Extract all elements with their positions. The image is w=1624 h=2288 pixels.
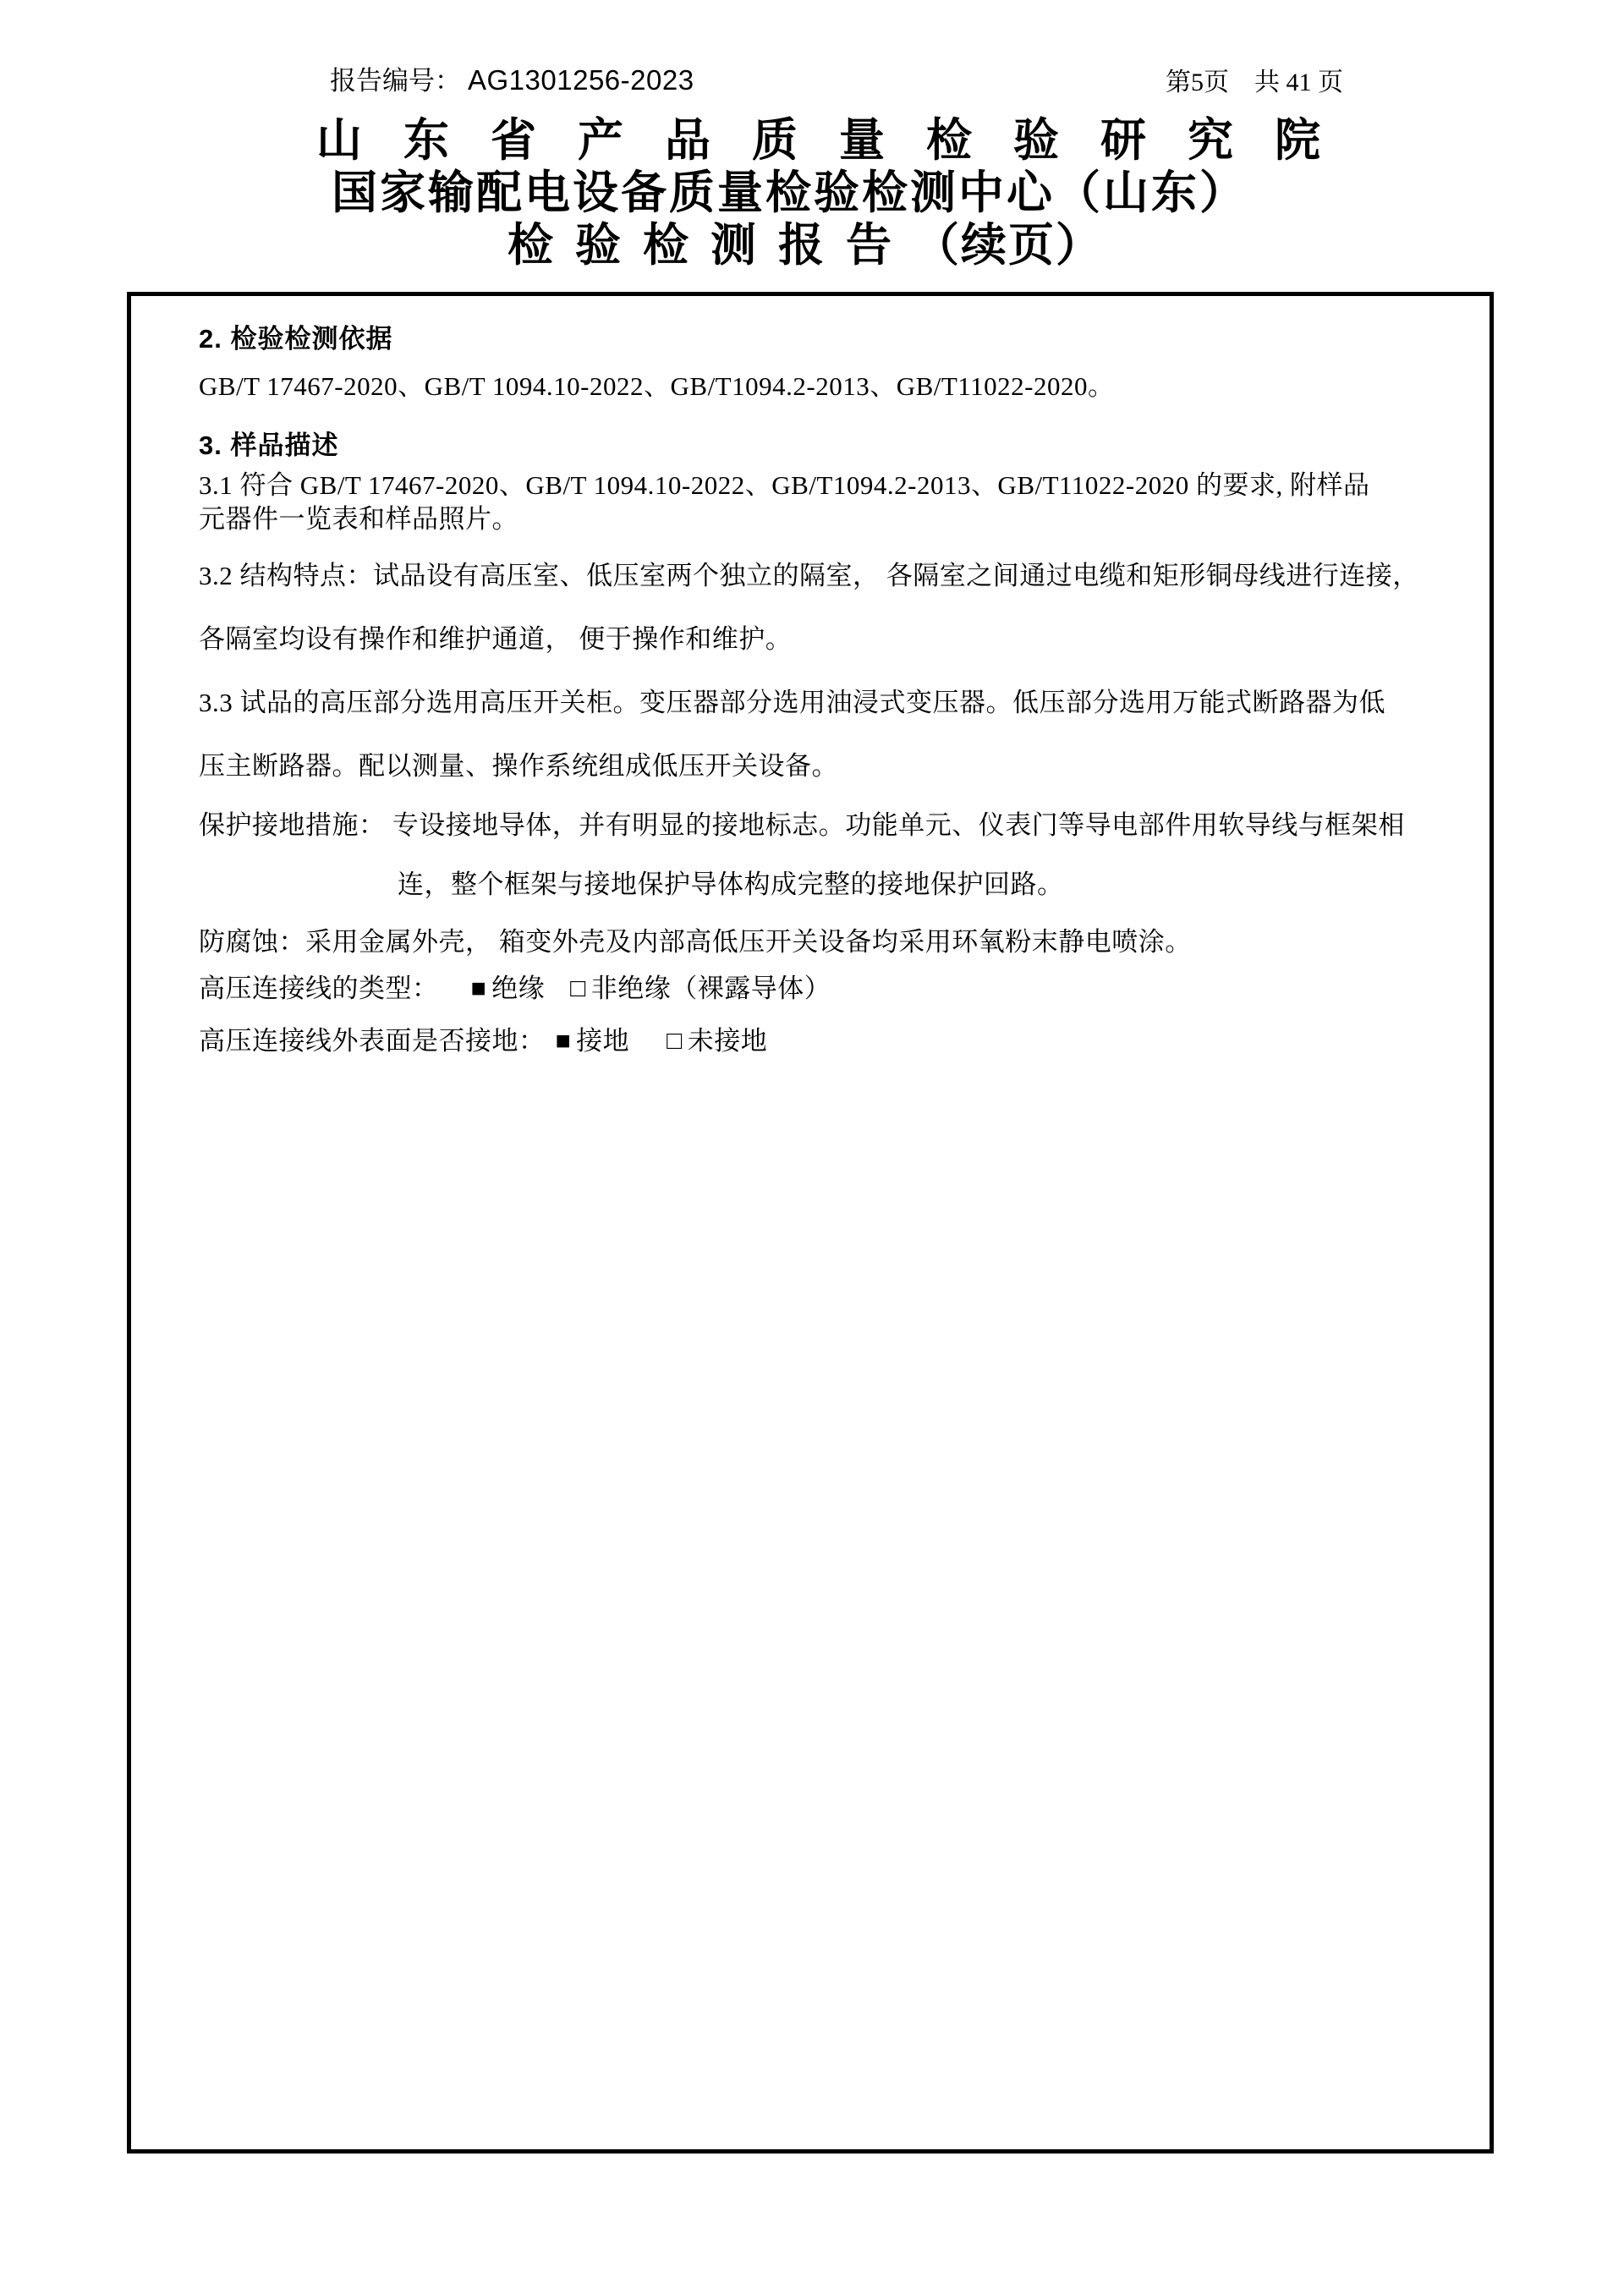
checkbox-checked-icon: ■ — [470, 974, 487, 1002]
report-number-value: AG1301256-2023 — [468, 64, 694, 96]
clause-3-1-line-1: 3.1 符合 GB/T 17467-2020、GB/T 1094.10-2022、GB/T1094.2-2013、GB/T11022-2020 的要求, 附样品 — [199, 470, 1370, 500]
clause-3-1-line-2: 元器件一览表和样品照片。 — [199, 504, 518, 534]
anticorrosion-line: 防腐蚀：采用金属外壳， 箱变外壳及内部高低压开关设备均采用环氧粉末静电喷涂。 — [199, 927, 1192, 957]
hv-connection-type-row — [199, 973, 831, 1006]
hv-type-option-noninsulated: 非绝缘（裸露导体） — [590, 974, 831, 1003]
hv-connection-type-label: 高压连接线的类型： — [199, 974, 439, 1003]
report-number — [330, 59, 694, 97]
center-title: 国家输配电设备质量检验检测中心（山东） — [332, 167, 1248, 218]
report-title-main: 检验检测报告 — [508, 220, 914, 271]
protective-earthing-line-1: 保护接地措施： 专设接地导体，并有明显的接地标志。功能单元、仪表门等导电部件用软导线与框架相 — [199, 810, 1405, 840]
checkbox-unchecked-icon: □ — [667, 1027, 683, 1055]
section-3-heading: 3. 样品描述 — [199, 431, 339, 460]
org-title: 山东省产品质量检验研究院 — [316, 115, 1362, 166]
page-indicator: 第5页 共 41 页 — [1166, 69, 1343, 96]
report-title-suffix: （续页） — [914, 220, 1103, 271]
report-title — [508, 222, 1103, 269]
report-body-box — [127, 292, 1494, 2154]
hv-ground-option-earthed: 接地 — [576, 1026, 630, 1056]
clause-3-3-line-1: 3.3 试品的高压部分选用高压开关柜。变压器部分选用油浸式变压器。低压部分选用万能式断路器为低 — [199, 688, 1385, 717]
hv-ground-option-unearthed: 未接地 — [687, 1026, 768, 1056]
hv-type-option-insulated: 绝缘 — [491, 974, 546, 1003]
section-2-heading: 2. 检验检测依据 — [199, 324, 393, 354]
checkbox-checked-icon: ■ — [555, 1027, 572, 1055]
section-2-standards: GB/T 17467-2020、GB/T 1094.10-2022、GB/T1094.2-2013、GB/T11022-2020。 — [199, 371, 1115, 401]
report-number-label: 报告编号： — [330, 66, 461, 96]
hv-surface-earthed-label: 高压连接线外表面是否接地： — [199, 1026, 546, 1056]
checkbox-unchecked-icon: □ — [570, 974, 586, 1002]
hv-surface-earthed-row — [199, 1025, 767, 1058]
clause-3-2-line-1: 3.2 结构特点：试品设有高压室、低压室两个独立的隔室， 各隔室之间通过电缆和矩形铜母线进行连接， — [199, 561, 1419, 590]
clause-3-2-line-2: 各隔室均设有操作和维护通道， 便于操作和维护。 — [199, 624, 793, 654]
clause-3-3-line-2: 压主断路器。配以测量、操作系统组成低压开关设备。 — [199, 751, 838, 781]
protective-earthing-line-2: 连，整个框架与接地保护导体构成完整的接地保护回路。 — [398, 870, 1064, 899]
